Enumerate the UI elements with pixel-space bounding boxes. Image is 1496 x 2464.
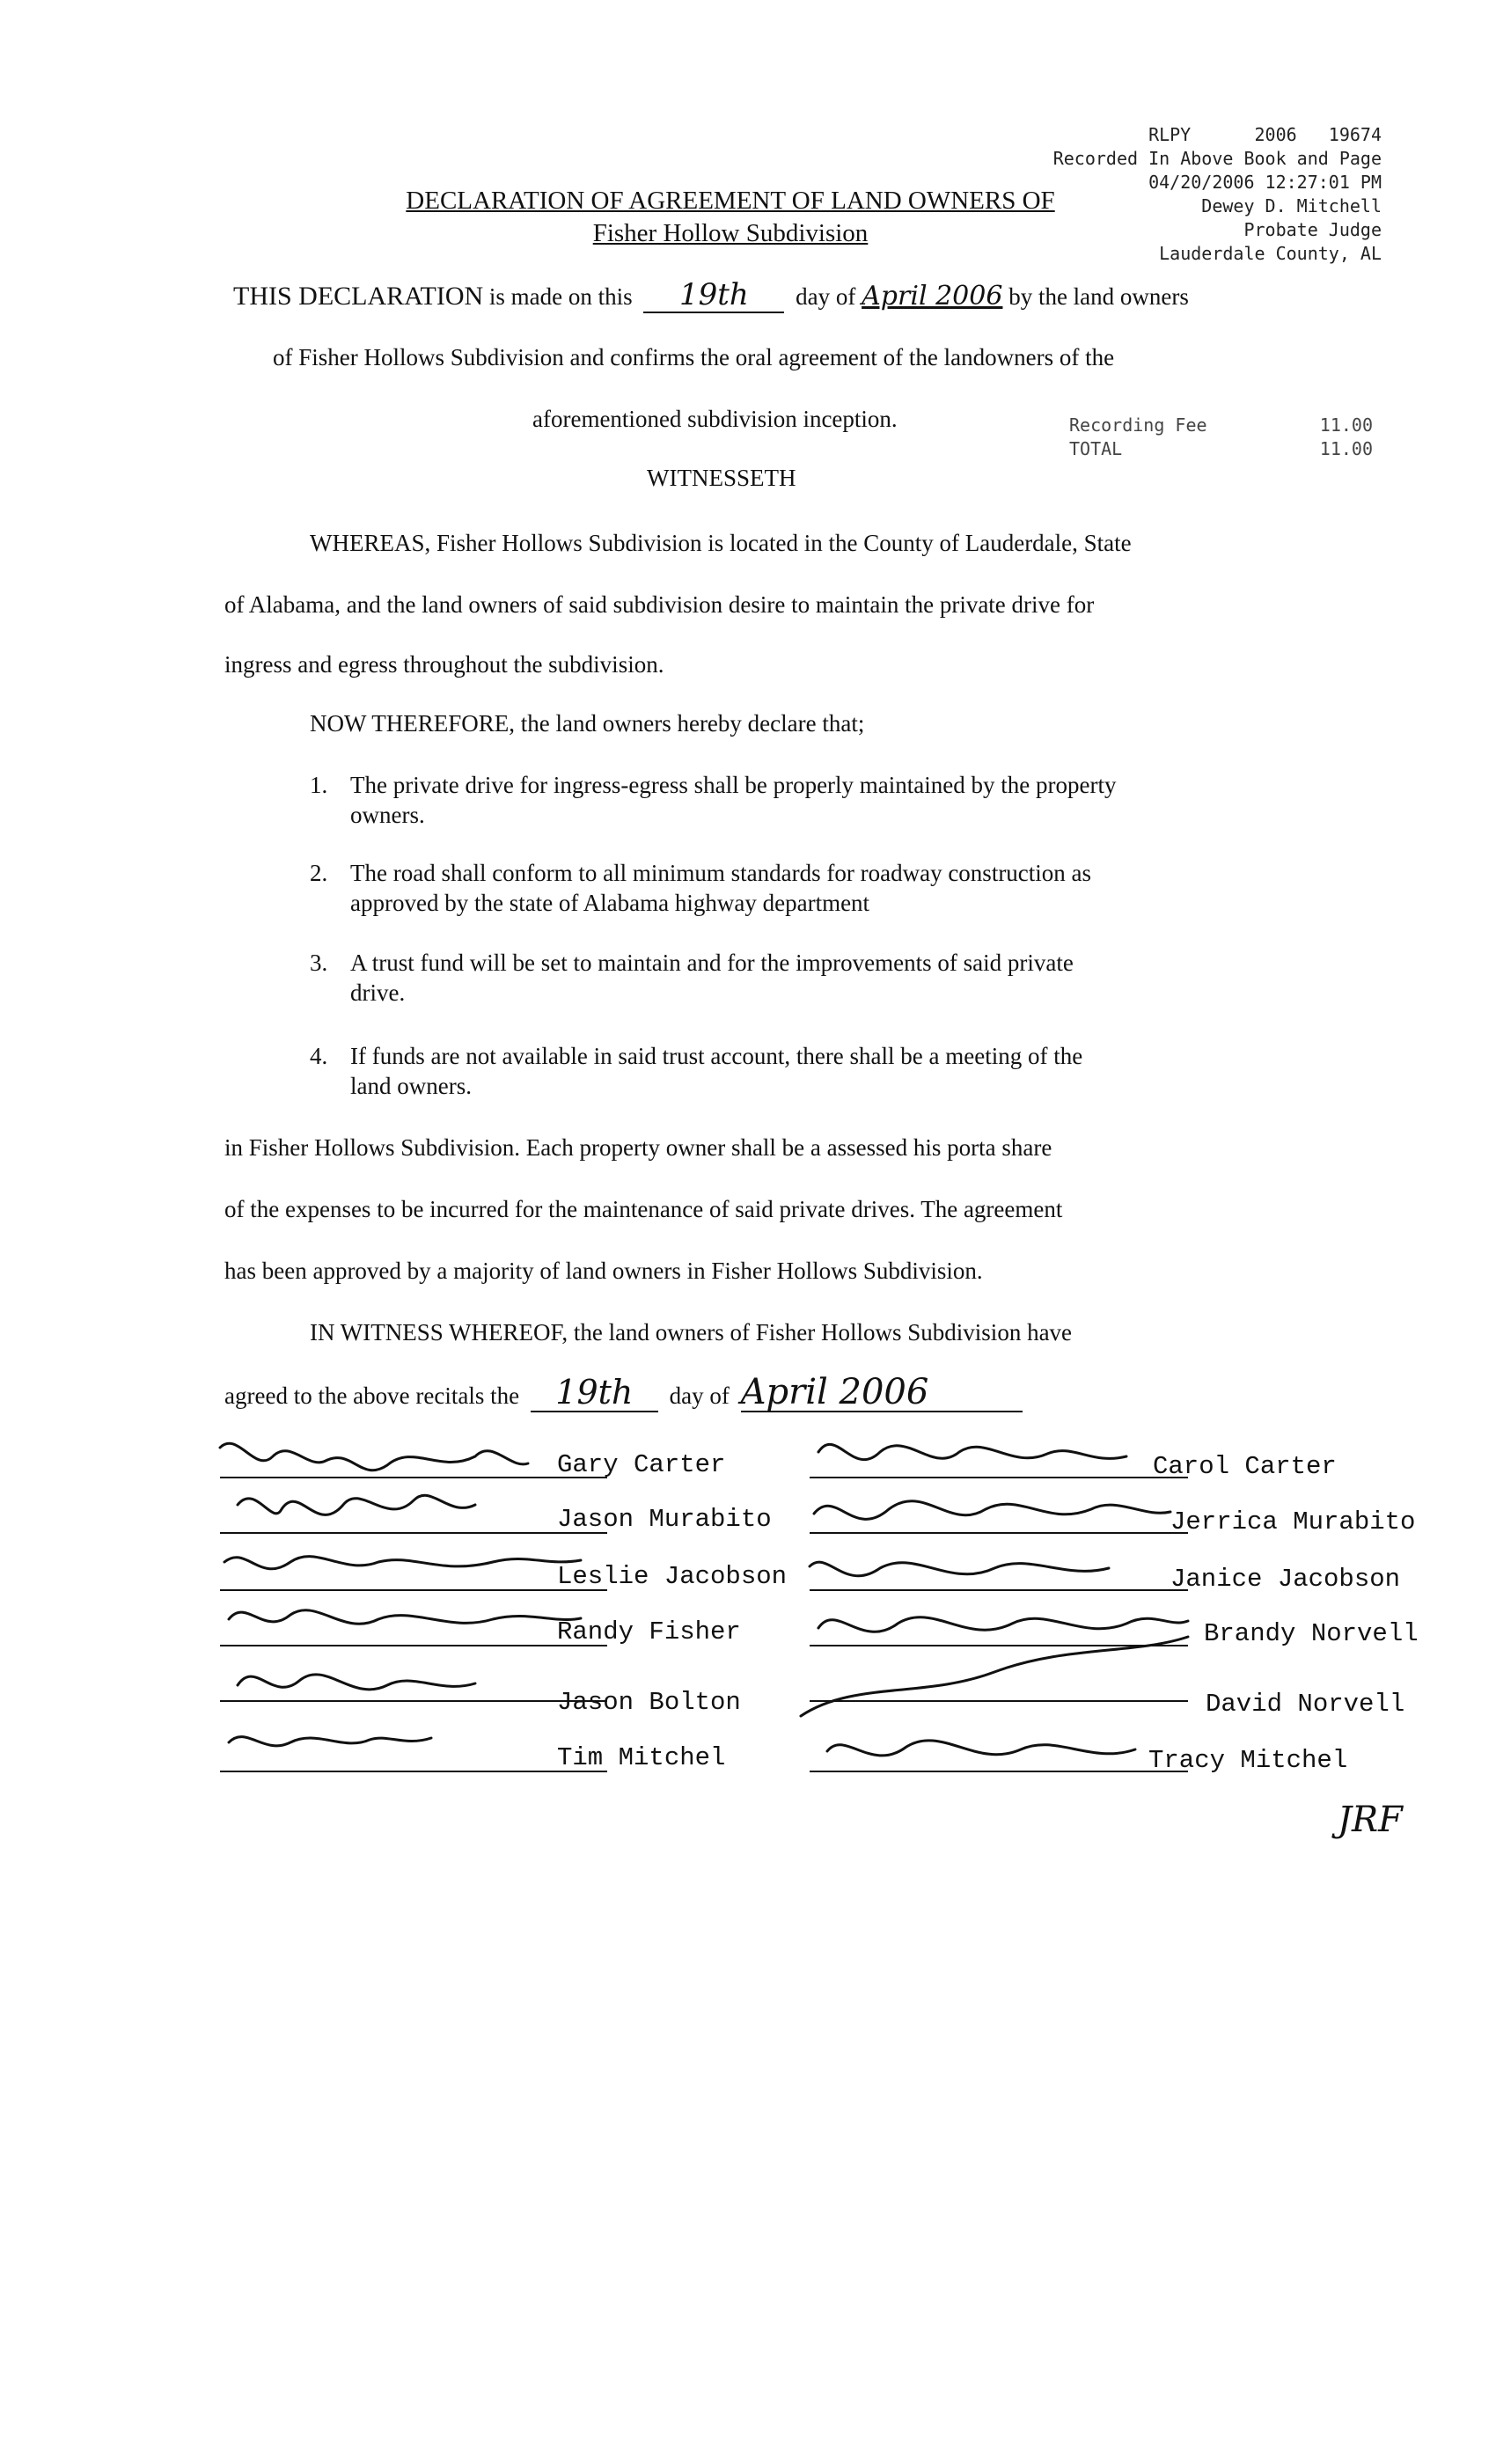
- signer-name-left: Gary Carter: [557, 1450, 726, 1479]
- item-text-line-1: If funds are not available in said trust account, there shall be a meeting of the: [350, 1043, 1083, 1069]
- signer-name-right: Carol Carter: [1153, 1452, 1337, 1481]
- signer-name-right: Tracy Mitchel: [1148, 1746, 1348, 1775]
- witnesseth-heading: WITNESSETH: [647, 465, 796, 491]
- witness-month-handwritten: April 2006: [740, 1372, 929, 1412]
- intro-text-c: by the land owners: [1008, 283, 1189, 310]
- signer-name-right: Brandy Norvell: [1204, 1619, 1419, 1648]
- closing-line-1: in Fisher Hollows Subdivision. Each property owner shall be a assessed his porta share: [224, 1134, 1052, 1161]
- stamp-book-code: RLPY: [1148, 124, 1192, 145]
- fee-label-recording: Recording Fee: [1069, 414, 1207, 436]
- witness-line-1: IN WITNESS WHEREOF, the land owners of Fisher Hollows Subdivision have: [310, 1319, 1073, 1346]
- stamp-page-number: 19674: [1328, 124, 1382, 145]
- stamp-county: Lauderdale County, AL: [1159, 243, 1382, 264]
- item-number: 1.: [310, 772, 328, 798]
- signer-name-left: Tim Mitchel: [557, 1743, 726, 1772]
- intro-lead: THIS DECLARATION: [233, 282, 484, 311]
- intro-text-b: day of: [796, 283, 856, 310]
- signer-name-left: Randy Fisher: [557, 1617, 741, 1646]
- signature-scribble-left: [211, 1421, 810, 1773]
- fee-value-recording: 11.00: [1319, 414, 1373, 436]
- item-text-line-2: owners.: [350, 802, 425, 828]
- item-text-line-1: The private drive for ingress-egress shall be properly maintained by the property: [350, 772, 1117, 798]
- closing-line-2: of the expenses to be incurred for the maintenance of said private drives. The agreement: [224, 1196, 1063, 1222]
- signer-name-right: Jerrica Murabito: [1170, 1507, 1416, 1536]
- recording-fees: [1069, 414, 1373, 461]
- witness-day-field: [531, 1373, 658, 1412]
- stamp-book-line: [1003, 123, 1382, 147]
- title-line-1: DECLARATION OF AGREEMENT OF LAND OWNERS OF: [406, 187, 1055, 215]
- item-text-line-1: The road shall conform to all minimum standards for roadway construction as: [350, 860, 1092, 886]
- item-text-line-1: A trust fund will be set to maintain and for the improvements of said private: [350, 950, 1074, 976]
- fee-row-total: [1069, 437, 1373, 461]
- intro-line-3: aforementioned subdivision inception.: [532, 406, 898, 432]
- whereas-line-1: WHEREAS, Fisher Hollows Subdivision is located in the County of Lauderdale, State: [310, 530, 1132, 556]
- fee-row-recording: [1069, 414, 1373, 437]
- signer-name-left: Jason Murabito: [557, 1505, 772, 1534]
- declaration-item: [310, 858, 1091, 918]
- stamp-judge-title: Probate Judge: [1243, 219, 1382, 240]
- signer-name-left: Jason Bolton: [557, 1688, 741, 1717]
- signer-name-right: Janice Jacobson: [1170, 1565, 1401, 1594]
- title-line-2: Fisher Hollow Subdivision: [592, 219, 869, 247]
- item-text-line-2: land owners.: [350, 1073, 472, 1099]
- stamp-judge-name: Dewey D. Mitchell: [1201, 195, 1382, 216]
- declaration-item: [310, 770, 1116, 830]
- witness-month-field: [740, 1372, 1023, 1412]
- now-therefore-line: NOW THEREFORE, the land owners hereby declare that;: [310, 710, 865, 737]
- witness-text-b: day of: [669, 1382, 730, 1409]
- signature-scribble-right: [801, 1417, 1241, 1786]
- item-text-line-2: drive.: [350, 979, 406, 1006]
- witness-text-a: agreed to the above recitals the: [224, 1382, 520, 1409]
- closing-line-3: has been approved by a majority of land owners in Fisher Hollows Subdivision.: [224, 1258, 983, 1284]
- stamp-datetime: 04/20/2006 12:27:01 PM: [1148, 172, 1382, 193]
- stamp-book-year: 2006: [1254, 124, 1297, 145]
- item-number: 2.: [310, 860, 328, 886]
- item-number: 4.: [310, 1043, 328, 1069]
- declaration-item: [310, 1041, 1082, 1101]
- intro-line-1: [233, 277, 1189, 313]
- whereas-line-3: ingress and egress throughout the subdivision.: [224, 651, 664, 678]
- intro-line-2: of Fisher Hollows Subdivision and confirms the oral agreement of the landowners of the: [273, 344, 1115, 370]
- item-text-line-2: approved by the state of Alabama highway department: [350, 890, 870, 916]
- declaration-item: [310, 948, 1074, 1008]
- stamp-recorded-line: Recorded In Above Book and Page: [1052, 148, 1382, 169]
- signer-name-left: Leslie Jacobson: [557, 1562, 788, 1591]
- fee-value-total: 11.00: [1319, 438, 1373, 459]
- intro-month-handwritten: April 2006: [862, 281, 1003, 312]
- intro-text-a: is made on this: [488, 283, 633, 310]
- signer-name-right: David Norvell: [1206, 1690, 1405, 1719]
- fee-label-total: TOTAL: [1069, 438, 1123, 459]
- intro-day-handwritten: 19th: [678, 277, 749, 312]
- intro-day-field: [643, 277, 784, 313]
- whereas-line-2: of Alabama, and the land owners of said subdivision desire to maintain the private drive for: [224, 591, 1095, 618]
- witness-day-handwritten: 19th: [555, 1373, 634, 1412]
- document-title: [334, 187, 1126, 248]
- initials-handwritten: JRF: [1338, 1800, 1403, 1840]
- item-number: 3.: [310, 950, 328, 976]
- witness-line-2: [224, 1372, 1023, 1412]
